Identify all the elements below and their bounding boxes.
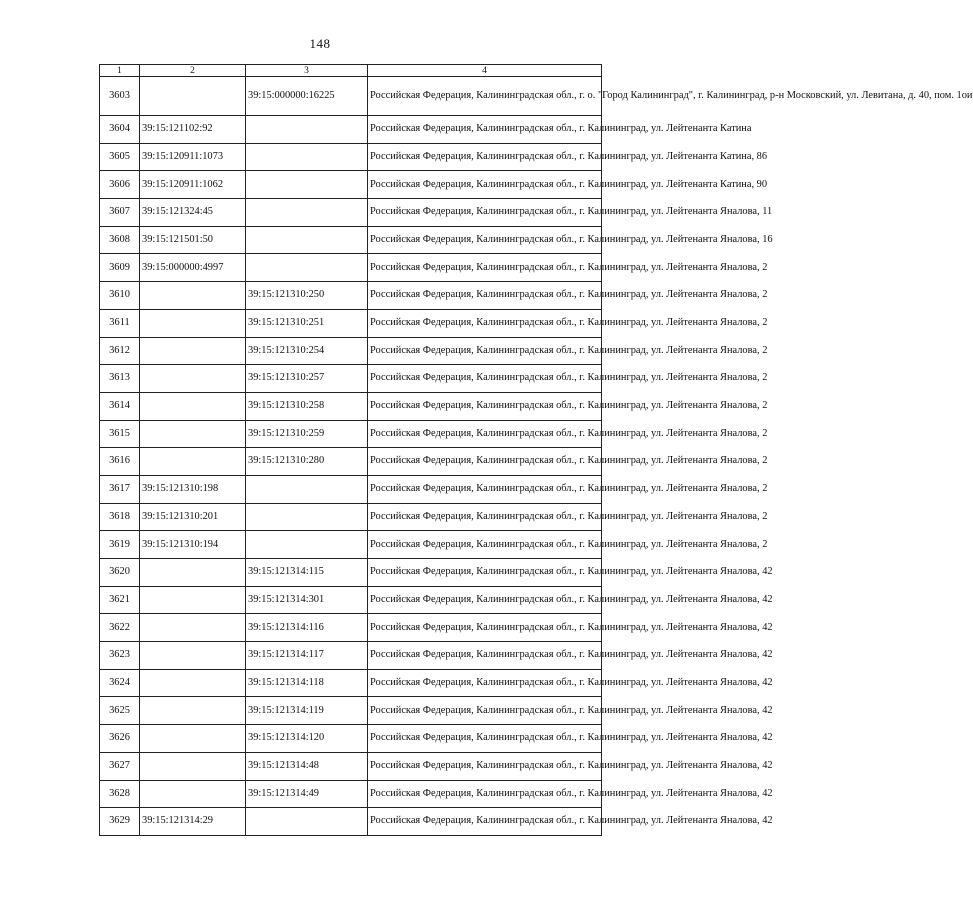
cadastral-number-cell: 39:15:000000:4997 (140, 254, 246, 282)
table-row (100, 531, 602, 559)
address-cell: Российская Федерация, Калининградская обл., г. Калининград, ул. Лейтенанта Яналова, 42 (368, 642, 602, 670)
address-cell: Российская Федерация, Калининградская обл., г. Калининград, ул. Лейтенанта Яналова, 2 (368, 254, 602, 282)
object-cadastral-number-cell (246, 199, 368, 227)
address-cell: Российская Федерация, Калининградская обл., г. Калининград, ул. Лейтенанта Яналова, 2 (368, 448, 602, 476)
cadastral-number-cell (140, 780, 246, 808)
address-cell: Российская Федерация, Калининградская обл., г. Калининград, ул. Лейтенанта Яналова, 2 (368, 337, 602, 365)
row-number-cell: 3614 (100, 392, 140, 420)
row-number-cell: 3616 (100, 448, 140, 476)
cadastral-number-cell (140, 586, 246, 614)
cadastral-number-cell: 39:15:120911:1062 (140, 171, 246, 199)
table-row (100, 475, 602, 503)
address-cell: Российская Федерация, Калининградская обл., г. Калининград, ул. Лейтенанта Яналова, 42 (368, 669, 602, 697)
cadastral-number-cell (140, 697, 246, 725)
column-header: 2 (140, 65, 246, 77)
table-row (100, 752, 602, 780)
object-cadastral-number-cell: 39:15:121314:120 (246, 725, 368, 753)
object-cadastral-number-cell (246, 531, 368, 559)
table-row (100, 420, 602, 448)
column-header: 4 (368, 65, 602, 77)
row-number-cell: 3615 (100, 420, 140, 448)
table-body (100, 77, 973, 836)
cadastral-number-cell: 39:15:121310:198 (140, 475, 246, 503)
cadastral-number-cell (140, 642, 246, 670)
table-row (100, 309, 602, 337)
address-cell: Российская Федерация, Калининградская обл., г. Калининград, ул. Лейтенанта Яналова, 2 (368, 531, 602, 559)
row-number-cell: 3628 (100, 780, 140, 808)
row-number-cell: 3606 (100, 171, 140, 199)
table-row (100, 448, 602, 476)
table-row (100, 642, 602, 670)
row-number-cell: 3609 (100, 254, 140, 282)
address-cell: Российская Федерация, Калининградская обл., г. Калининград, ул. Лейтенанта Катина, 90 (368, 171, 602, 199)
cadastral-number-cell (140, 365, 246, 393)
object-cadastral-number-cell (246, 475, 368, 503)
row-number-cell: 3613 (100, 365, 140, 393)
address-cell: Российская Федерация, Калининградская обл., г. Калининград, ул. Лейтенанта Яналова, 42 (368, 808, 602, 836)
object-cadastral-number-cell: 39:15:121314:115 (246, 559, 368, 587)
table-row (100, 559, 602, 587)
cadastral-number-cell (140, 392, 246, 420)
object-cadastral-number-cell: 39:15:121314:48 (246, 752, 368, 780)
registry-table (99, 64, 973, 836)
object-cadastral-number-cell: 39:15:121310:258 (246, 392, 368, 420)
row-number-cell: 3623 (100, 642, 140, 670)
cadastral-number-cell: 39:15:120911:1073 (140, 143, 246, 171)
address-cell: Российская Федерация, Калининградская обл., г. Калининград, ул. Лейтенанта Яналова, 11 (368, 199, 602, 227)
row-number-cell: 3603 (100, 77, 140, 116)
table-header-row (100, 65, 602, 77)
address-cell: Российская Федерация, Калининградская обл., г. Калининград, ул. Лейтенанта Яналова, 42 (368, 586, 602, 614)
cadastral-number-cell: 39:15:121102:92 (140, 116, 246, 144)
row-number-cell: 3610 (100, 282, 140, 310)
row-number-cell: 3621 (100, 586, 140, 614)
row-number-cell: 3611 (100, 309, 140, 337)
cadastral-number-cell (140, 77, 246, 116)
table-row (100, 116, 602, 144)
column-header: 1 (100, 65, 140, 77)
address-cell: Российская Федерация, Калининградская обл., г. Калининград, ул. Лейтенанта Яналова, 2 (368, 282, 602, 310)
address-cell: Российская Федерация, Калининградская обл., г. Калининград, ул. Лейтенанта Яналова, 2 (368, 475, 602, 503)
cadastral-number-cell (140, 669, 246, 697)
object-cadastral-number-cell: 39:15:121310:257 (246, 365, 368, 393)
object-cadastral-number-cell (246, 503, 368, 531)
address-cell: Российская Федерация, Калининградская обл., г. Калининград, ул. Лейтенанта Яналова, 42 (368, 725, 602, 753)
object-cadastral-number-cell: 39:15:121314:301 (246, 586, 368, 614)
object-cadastral-number-cell: 39:15:121310:250 (246, 282, 368, 310)
row-number-cell: 3626 (100, 725, 140, 753)
address-cell: Российская Федерация, Калининградская обл., г. Калининград, ул. Лейтенанта Яналова, 42 (368, 614, 602, 642)
address-cell: Российская Федерация, Калининградская обл., г. Калининград, ул. Лейтенанта Яналова, 42 (368, 780, 602, 808)
cadastral-number-cell (140, 752, 246, 780)
row-number-cell: 3627 (100, 752, 140, 780)
object-cadastral-number-cell: 39:15:121314:49 (246, 780, 368, 808)
row-number-cell: 3605 (100, 143, 140, 171)
address-cell: Российская Федерация, Калининградская обл., г. Калининград, ул. Лейтенанта Яналова, 16 (368, 226, 602, 254)
object-cadastral-number-cell: 39:15:121314:119 (246, 697, 368, 725)
object-cadastral-number-cell: 39:15:121314:116 (246, 614, 368, 642)
table-row (100, 725, 602, 753)
column-header: 3 (246, 65, 368, 77)
address-cell: Российская Федерация, Калининградская обл., г. Калининград, ул. Лейтенанта Яналова, 42 (368, 697, 602, 725)
row-number-cell: 3607 (100, 199, 140, 227)
cadastral-number-cell: 39:15:121314:29 (140, 808, 246, 836)
cadastral-number-cell (140, 448, 246, 476)
cadastral-number-cell (140, 337, 246, 365)
cadastral-number-cell (140, 725, 246, 753)
table-row (100, 77, 602, 116)
row-number-cell: 3604 (100, 116, 140, 144)
object-cadastral-number-cell (246, 254, 368, 282)
object-cadastral-number-cell (246, 808, 368, 836)
object-cadastral-number-cell (246, 116, 368, 144)
object-cadastral-number-cell (246, 226, 368, 254)
address-cell: Российская Федерация, Калининградская обл., г. Калининград, ул. Лейтенанта Яналова, 2 (368, 365, 602, 393)
address-cell: Российская Федерация, Калининградская обл., г. Калининград, ул. Лейтенанта Яналова, 2 (368, 503, 602, 531)
table-row (100, 392, 602, 420)
table-row (100, 171, 602, 199)
cadastral-number-cell (140, 309, 246, 337)
cadastral-number-cell (140, 282, 246, 310)
cadastral-number-cell: 39:15:121501:50 (140, 226, 246, 254)
address-cell: Российская Федерация, Калининградская обл., г. Калининград, ул. Лейтенанта Яналова, 42 (368, 559, 602, 587)
object-cadastral-number-cell: 39:15:121310:254 (246, 337, 368, 365)
address-cell: Российская Федерация, Калининградская обл., г. Калининград, ул. Лейтенанта Катина (368, 116, 602, 144)
row-number-cell: 3617 (100, 475, 140, 503)
object-cadastral-number-cell: 39:15:121310:251 (246, 309, 368, 337)
object-cadastral-number-cell: 39:15:121314:117 (246, 642, 368, 670)
row-number-cell: 3620 (100, 559, 140, 587)
cadastral-number-cell: 39:15:121310:201 (140, 503, 246, 531)
table-row (100, 697, 602, 725)
object-cadastral-number-cell (246, 143, 368, 171)
row-number-cell: 3618 (100, 503, 140, 531)
cadastral-number-cell: 39:15:121310:194 (140, 531, 246, 559)
cadastral-number-cell: 39:15:121324:45 (140, 199, 246, 227)
cadastral-number-cell (140, 559, 246, 587)
table-row (100, 282, 602, 310)
object-cadastral-number-cell: 39:15:000000:16225 (246, 77, 368, 116)
address-cell: Российская Федерация, Калининградская обл., г. Калининград, ул. Лейтенанта Яналова, 2 (368, 392, 602, 420)
row-number-cell: 3608 (100, 226, 140, 254)
table-row (100, 254, 602, 282)
object-cadastral-number-cell: 39:15:121310:280 (246, 448, 368, 476)
object-cadastral-number-cell (246, 171, 368, 199)
object-cadastral-number-cell: 39:15:121310:259 (246, 420, 368, 448)
table-row (100, 503, 602, 531)
object-cadastral-number-cell: 39:15:121314:118 (246, 669, 368, 697)
row-number-cell: 3624 (100, 669, 140, 697)
row-number-cell: 3619 (100, 531, 140, 559)
table-row (100, 614, 602, 642)
address-cell: Российская Федерация, Калининградская обл., г. Калининград, ул. Лейтенанта Катина, 86 (368, 143, 602, 171)
address-cell: Российская Федерация, Калининградская обл., г. Калининград, ул. Лейтенанта Яналова, 42 (368, 752, 602, 780)
address-cell: Российская Федерация, Калининградская обл., г. Калининград, ул. Лейтенанта Яналова, 2 (368, 420, 602, 448)
cadastral-number-cell (140, 614, 246, 642)
table-row (100, 143, 602, 171)
row-number-cell: 3625 (100, 697, 140, 725)
page-number: 148 (309, 36, 331, 51)
table-row (100, 199, 602, 227)
table-row (100, 780, 602, 808)
cadastral-number-cell (140, 420, 246, 448)
table-row (100, 337, 602, 365)
address-cell: Российская Федерация, Калининградская обл., г. о. "Город Калининград", г. Калининград, р-н Московский, ул. Левитана, д. 40, пом. 1ои (368, 77, 602, 116)
table-row (100, 226, 602, 254)
address-cell: Российская Федерация, Калининградская обл., г. Калининград, ул. Лейтенанта Яналова, 2 (368, 309, 602, 337)
table-row (100, 808, 602, 836)
table-row (100, 669, 602, 697)
row-number-cell: 3612 (100, 337, 140, 365)
row-number-cell: 3622 (100, 614, 140, 642)
table-row (100, 365, 602, 393)
row-number-cell: 3629 (100, 808, 140, 836)
table-row (100, 586, 602, 614)
